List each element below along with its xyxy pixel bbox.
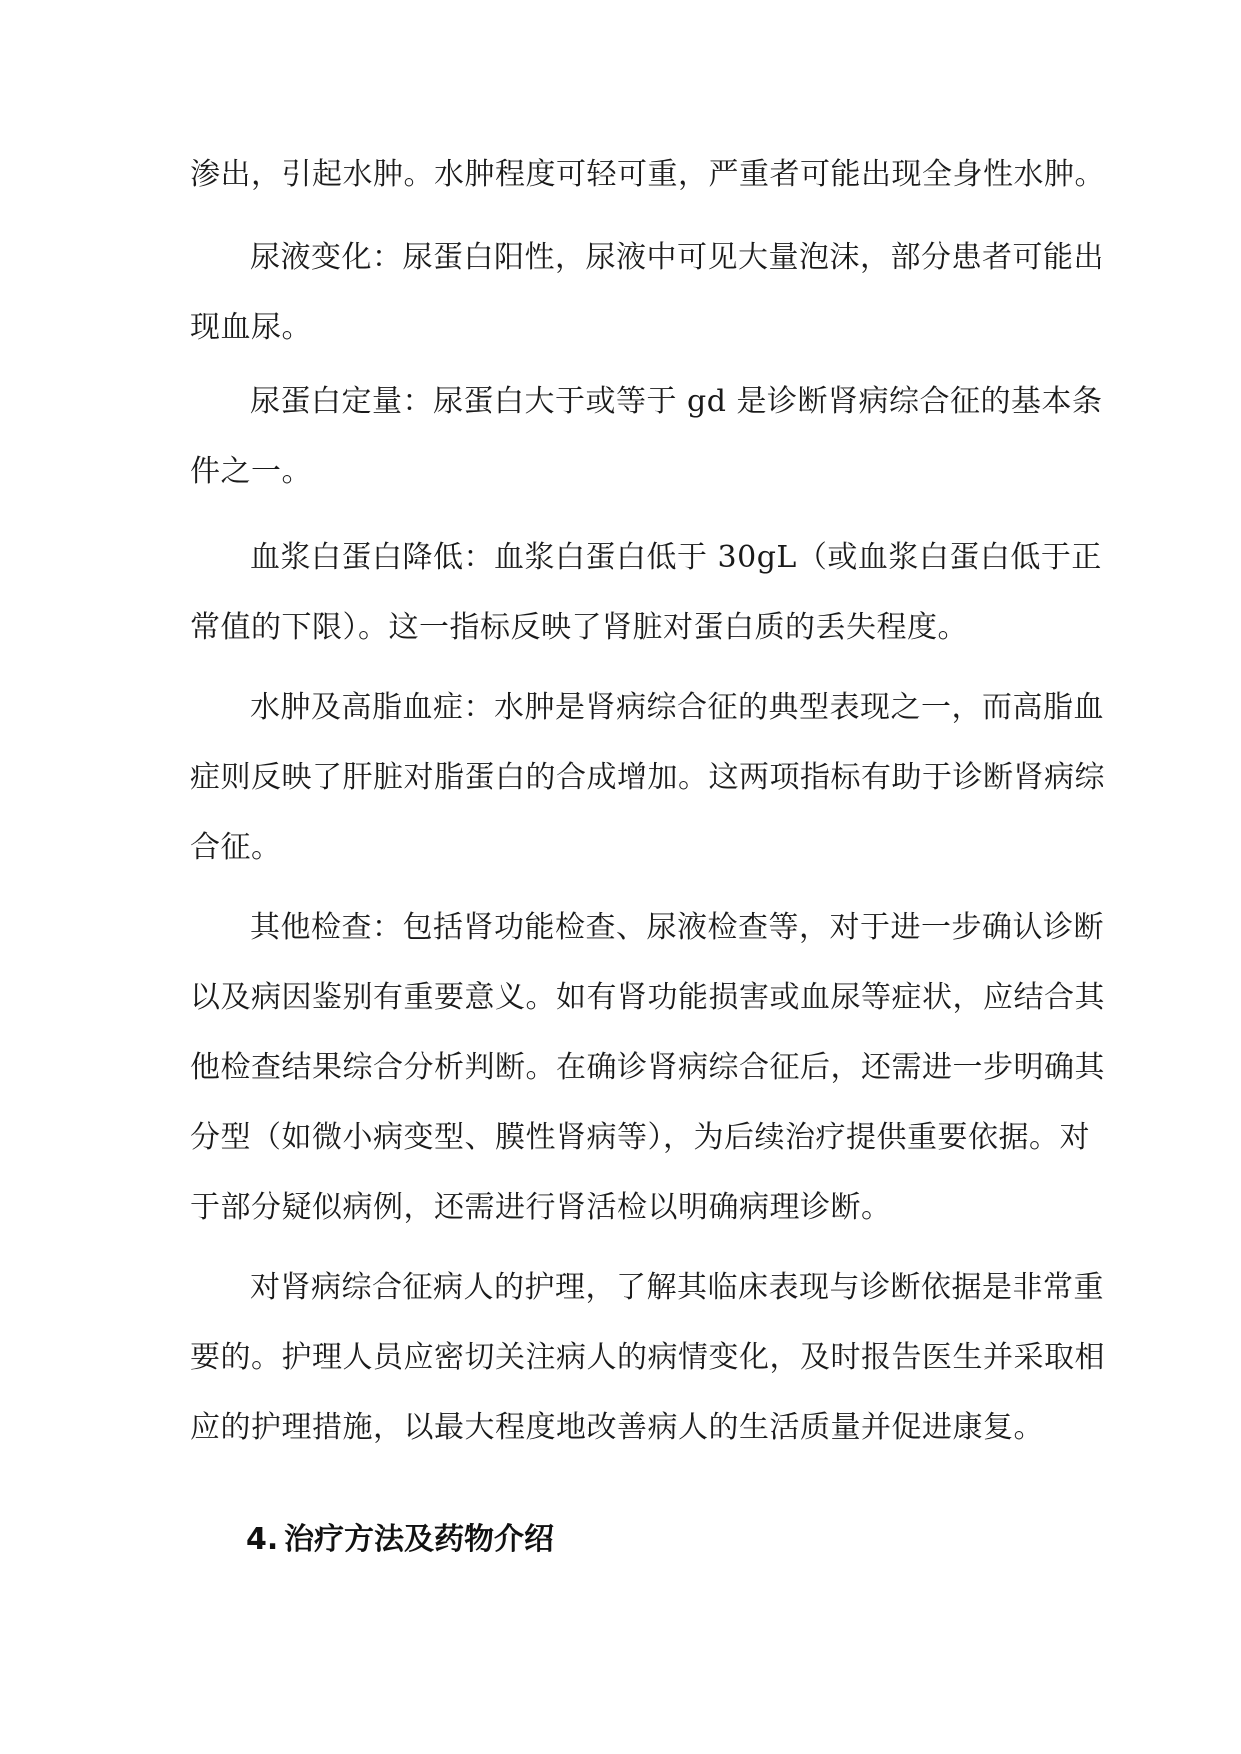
text-line: 常值的下限）。这一指标反映了肾脏对蛋白质的丢失程度。 <box>190 610 968 645</box>
text-line: 其他检查：包括肾功能检查、尿液检查等，对于进一步确认诊断 <box>250 910 1104 945</box>
text-line: 应的护理措施，以最大程度地改善病人的生活质量并促进康复。 <box>190 1410 1044 1445</box>
text-line: 要的。护理人员应密切关注病人的病情变化，及时报告医生并采取相 <box>190 1340 1105 1375</box>
text-line: 他检查结果综合分析判断。在确诊肾病综合征后，还需进一步明确其 <box>190 1050 1105 1085</box>
text-line: 尿液变化：尿蛋白阳性，尿液中可见大量泡沫，部分患者可能出 <box>250 240 1104 275</box>
text-line: 于部分疑似病例，还需进行肾活检以明确病理诊断。 <box>190 1190 892 1225</box>
section-number: 4. <box>246 1522 279 1557</box>
text-line: 尿蛋白定量：尿蛋白大于或等于 gd 是诊断肾病综合征的基本条 <box>250 384 1103 419</box>
section-title: 治疗方法及药物介绍 <box>284 1522 554 1557</box>
text-line: 症则反映了肝脏对脂蛋白的合成增加。这两项指标有助于诊断肾病综 <box>190 760 1105 795</box>
text-line: 血浆白蛋白降低：血浆白蛋白低于 30gL（或血浆白蛋白低于正 <box>250 540 1102 575</box>
text-line: 现血尿。 <box>190 310 312 345</box>
text-line: 以及病因鉴别有重要意义。如有肾功能损害或血尿等症状，应结合其 <box>190 980 1105 1015</box>
text-line: 件之一。 <box>190 454 312 489</box>
text-line: 分型（如微小病变型、膜性肾病等），为后续治疗提供重要依据。对 <box>190 1120 1090 1155</box>
section-heading <box>246 1518 554 1562</box>
text-line: 对肾病综合征病人的护理，了解其临床表现与诊断依据是非常重 <box>250 1270 1104 1305</box>
text-line: 渗出，引起水肿。水肿程度可轻可重，严重者可能出现全身性水肿。 <box>190 157 1105 192</box>
text-line: 合征。 <box>190 830 282 865</box>
text-line: 水肿及高脂血症：水肿是肾病综合征的典型表现之一，而高脂血 <box>250 690 1104 725</box>
